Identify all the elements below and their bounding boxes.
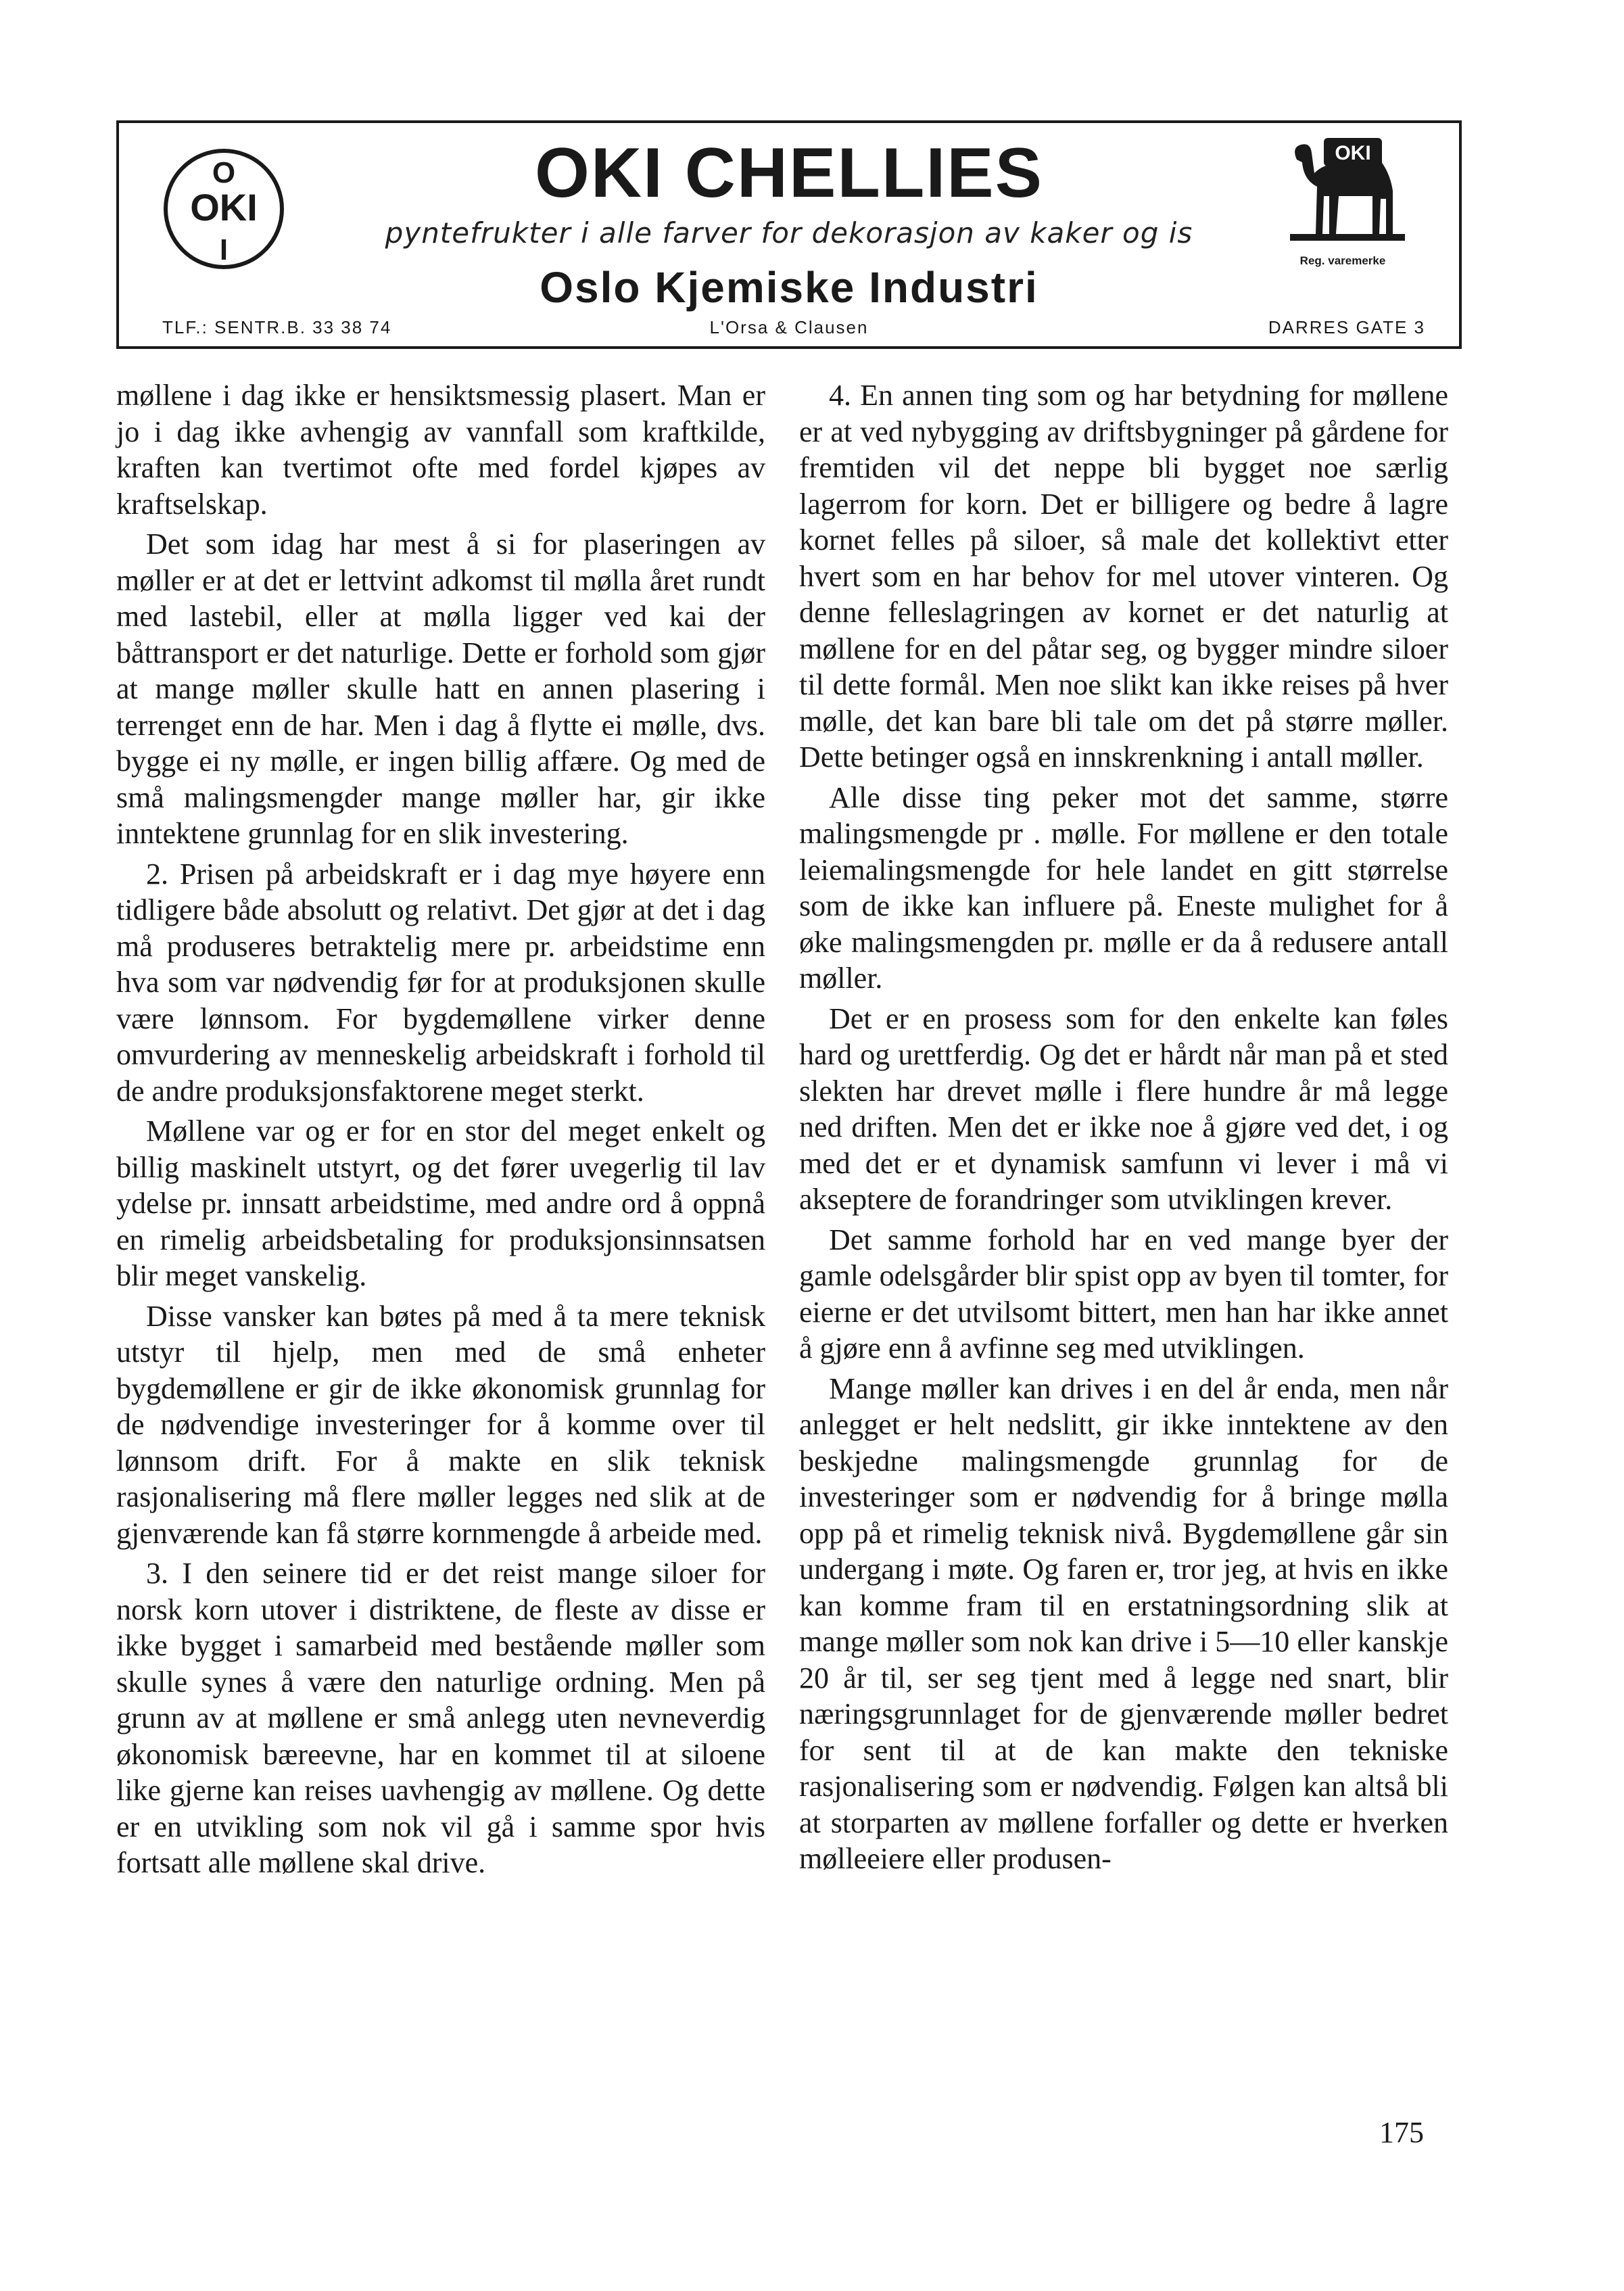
paragraph: Det som idag har mest å si for plaseringen av møller er at det er lettvint adkomst til mølla året rundt med lastebil, eller at mølla ligger ved kai der båttransport er det naturlige. Dette er forhold som gjør at mange møller skulle hatt en annen plasering i terrenget enn de har. Men i dag å flytte ei mølle, dvs. bygge ei ny mølle, er ingen billig affære. Og med de små malingsmengder mange møller har, gir ikke inntektene grunnlag for en slik investering.: [116, 527, 765, 850]
camel-label: OKI: [1335, 142, 1371, 164]
paragraph: Disse vansker kan bøtes på med å ta mere teknisk utstyr til hjelp, men med de små enheter bygdemøllene er gir de ikke økonomisk grunnlag for de nødvendige investeringer for å komme over til lønnsom drift. For å makte en slik teknisk rasjonalisering må flere møller legges ned slik at de gjenværende kan få større kornmengde å arbeide med.: [116, 1299, 765, 1550]
brand-name: OKI CHELLIES: [534, 134, 1044, 212]
ad-footer: [119, 314, 1459, 338]
logo-letter-top: O: [212, 156, 236, 189]
paragraph: Møllene var og er for en stor del meget enkelt og billig maskinelt utstyrt, og det fører uvegerlig til lav ydelse pr. innsatt arbeidstime, med andre ord å oppnå en rimelig arbeidsbetaling for produksjonsinnsatsen blir meget vanskelig.: [116, 1114, 765, 1292]
street-address: DARRES GATE 3: [1268, 317, 1425, 337]
advertisement-header: [116, 120, 1462, 349]
phone-number: TLF.: SENTR.B. 33 38 74: [162, 317, 392, 337]
company-name: Oslo Kjemiske Industri: [540, 263, 1038, 312]
paragraph: 4. En annen ting som og har betydning for møllene er at ved nybygging av driftsbygninger på gårdene for fremtiden vil det neppe bli bygget noe særlig lagerrom for korn. Det er billigere og bedre å lagre kornet felles på siloer, så male det kollektivt etter hvert som en har behov for mel utover vinteren. Og denne felleslagringen av kornet er det naturlig at møllene for en del påtar seg, og bygger mindre siloer til dette formål. Men noe slikt kan ikke reises på hver mølle, det kan bare bli tale om det på større møller. Dette betinger også en innskrenkning i antall møller.: [799, 379, 1448, 774]
paragraph: 3. I den seinere tid er det reist mange siloer for norsk korn utover i distriktene, de fleste av disse er ikke bygget i samarbeid med bestående møller som skulle synes å være den naturlige ordning. Men på grunn av at møllene er små anlegg uten nevneverdig økonomisk bæreevne, har en kommet til at siloene like gjerne kan reises uavhengig av møllene. Og dette er en utvikling som nok vil gå i samme spor hvis fortsatt alle møllene skal drive.: [116, 1557, 765, 1879]
paragraph: Alle disse ting peker mot det samme, større malingsmengde pr . mølle. For møllene er den totale leiemalingsmengde for hele landet en gitt størrelse som de ikke kan influere på. Eneste mulighet for å øke malingsmengden pr. mølle er da å redusere antall møller.: [799, 780, 1448, 995]
logo-letter-middle: OKI: [190, 186, 258, 229]
brand-tagline: pyntefrukter i alle farver for dekorasjon av kaker og is: [385, 216, 1193, 250]
paragraph: 2. Prisen på arbeidskraft er i dag mye høyere enn tidligere både absolutt og relativt. Det gjør at det i dag må produseres betraktelig mere pr. arbeidstime enn hva som var nødvendig før for at produksjonen skulle være lønnsom. For bygdemøllene virker denne omvurdering av menneskelig arbeidskraft i forhold til de andre produksjonsfaktorene meget sterkt.: [116, 857, 765, 1108]
owners: L'Orsa & Clausen: [709, 317, 869, 337]
camel-trademark-icon: [1276, 133, 1412, 247]
left-text-column: [116, 377, 765, 1885]
paragraph: Mange møller kan drives i en del år enda, men når anlegget er helt nedslitt, gir ikke inntektene av den beskjedne malingsmengde grunnlag for de investeringer som er nødvendig for å bringe mølla opp på et rimelig teknisk nivå. Bygdemøllene går sin undergang i møte. Og faren er, tror jeg, at hvis en ikke kan komme fram til en erstatningsordning slik at mange møller som nok kan drive i 5—10 eller kanskje 20 år til, ser seg tjent med å legge ned snart, blir næringsgrunnlaget for de gjenværende møller bedret for sent til at de kan makte den tekniske rasjonalisering som er nødvendig. Følgen kan altså bli at storparten av møllene forfaller og dette er hverken mølleeiere eller produsen-: [799, 1371, 1448, 1875]
paragraph: Det samme forhold har en ved mange byer der gamle odelsgårder blir spist opp av byen til tomter, for eierne er det utvilsomt bittert, men han har ikke annet å gjøre enn å avfinne seg med utviklingen.: [799, 1223, 1448, 1365]
right-text-column: [799, 377, 1448, 1881]
paragraph: Det er en prosess som for den enkelte kan føles hard og urettferdig. Og det er hårdt når man på et sted slekten har drevet mølle i flere hundre år må legge ned driften. Men det er ikke noe å gjøre ved det, i og med det er et dynamisk samfunn vi lever i må vi akseptere de forandringer som utviklingen krever.: [799, 1001, 1448, 1216]
logo-letter-bottom: I: [219, 233, 229, 266]
paragraph: møllene i dag ikke er hensiktsmessig plasert. Man er jo i dag ikke avhengig av vannfall som kraftkilde, kraften kan tvertimot ofte med fordel kjøpes av kraftselskap.: [116, 379, 765, 521]
trademark-note: Reg. varemerke: [1299, 254, 1386, 267]
page-number: 175: [1379, 2116, 1424, 2149]
